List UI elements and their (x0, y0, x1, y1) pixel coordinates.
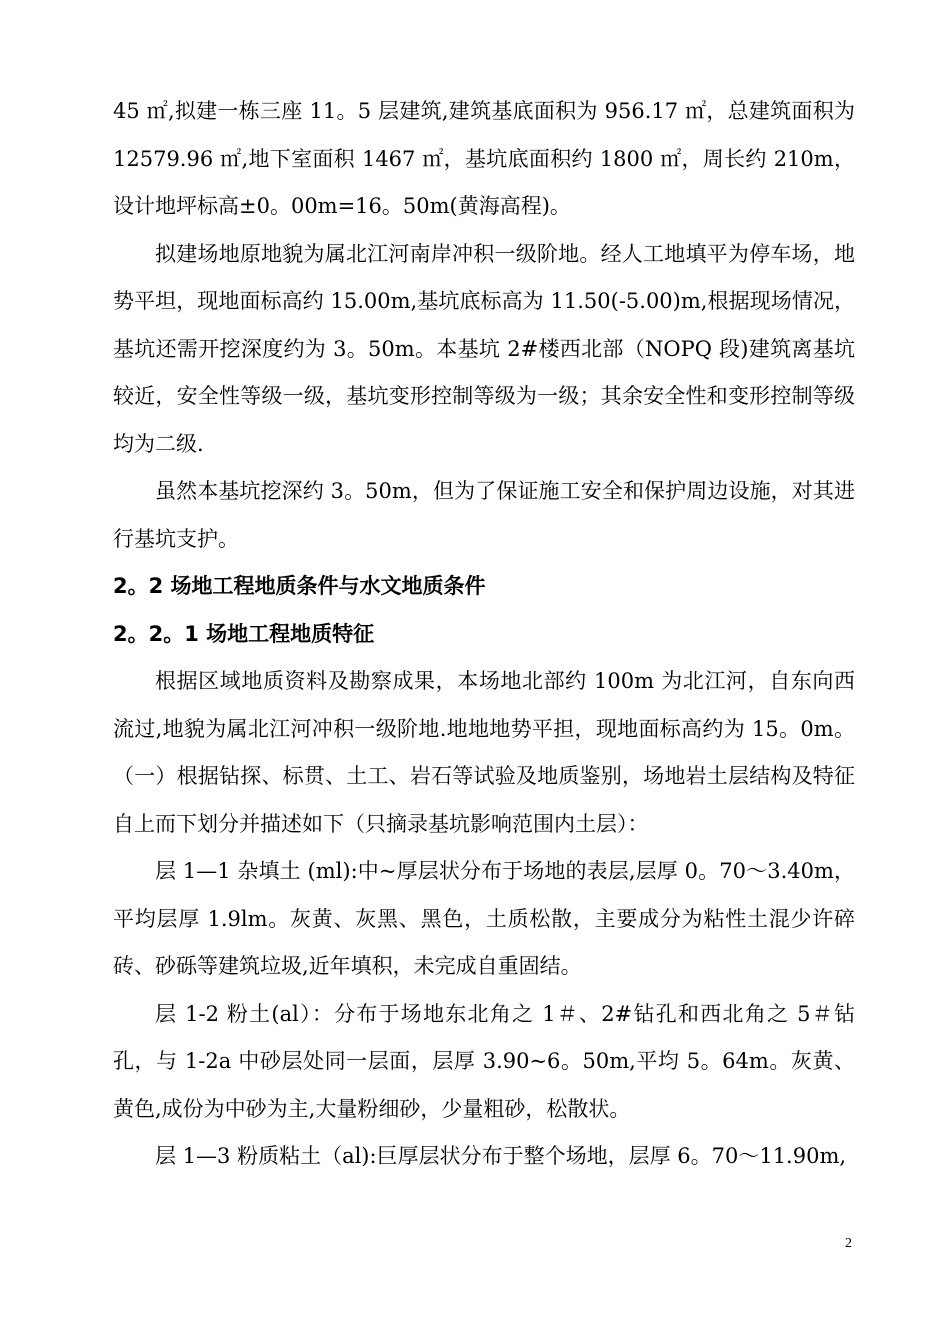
paragraph-layer-1-3: 层 1—3 粉质粘土（al):巨厚层状分布于整个场地，层厚 6。70～11.90m, (155, 1144, 847, 1168)
section-heading-2-2: 2。2 场地工程地质条件与水文地质条件 (113, 574, 486, 598)
paragraph-layer-1-2: 层 1-2 粉土(al）：分布于场地东北角之 1＃、2#钻孔和西北角之 5＃钻孔，与 1-2a 中砂层处同一层面，层厚 3.90~6。50m,平均 5。64m。灰黄、黄色,成份为中砂为主,大量粉细砂，少量粗砂，松散状。 (113, 1001, 855, 1121)
paragraph-layer-1-1: 层 1—1 杂填土 (ml):中~厚层状分布于场地的表层,层厚 0。70～3.40m，平均层厚 1.9lm。灰黄、灰黑、黑色，土质松散，主要成分为粘性土混少许碎砖、砂砾等建筑垃圾,近年填积，未完成自重固结。 (113, 859, 855, 978)
paragraph-regional-geology: 根据区域地质资料及勘察成果，本场地北部约 100m 为北江河，自东向西流过,地貌为属北江河冲积一级阶地.地地地势平担，现地面标高约为 15。0m。（一）根据钻探、标贯、土工、岩石等试验及地质鉴别，场地岩土层结构及特征自上而下划分并描述如下（只摘录基坑影响范围内土层）： (113, 669, 855, 836)
document-body (113, 88, 855, 1181)
paragraph-site-landform: 拟建场地原地貌为属北江河南岸冲积一级阶地。经人工地填平为停车场，地势平坦，现地面标高约 15.00m,基坑底标高为 11.50(-5.00)m,根据现场情况，基坑还需开挖深度约为 3。50m。本基坑 2#楼西北部（NOPQ 段)建筑离基坑较近，安全性等级一级，基坑变形控制等级为一级；其余安全性和变形控制等级均为二级. (113, 241, 855, 456)
paragraph-support-purpose: 虽然本基坑挖深约 3。50m，但为了保证施工安全和保护周边设施，对其进行基坑支护。 (113, 479, 855, 551)
section-heading-2-2-1: 2。2。1 场地工程地质特征 (113, 621, 375, 646)
paragraph-building-area: 45 ㎡,拟建一栋三座 11。5 层建筑,建筑基底面积为 956.17 ㎡，总建筑面积为 12579.96 ㎡,地下室面积 1467 ㎡，基坑底面积约 1800 ㎡，周长约 210m，设计地坪标高±0。00m=16。50m(黄海高程)。 (113, 99, 855, 218)
page-number: 2 (845, 1236, 852, 1251)
